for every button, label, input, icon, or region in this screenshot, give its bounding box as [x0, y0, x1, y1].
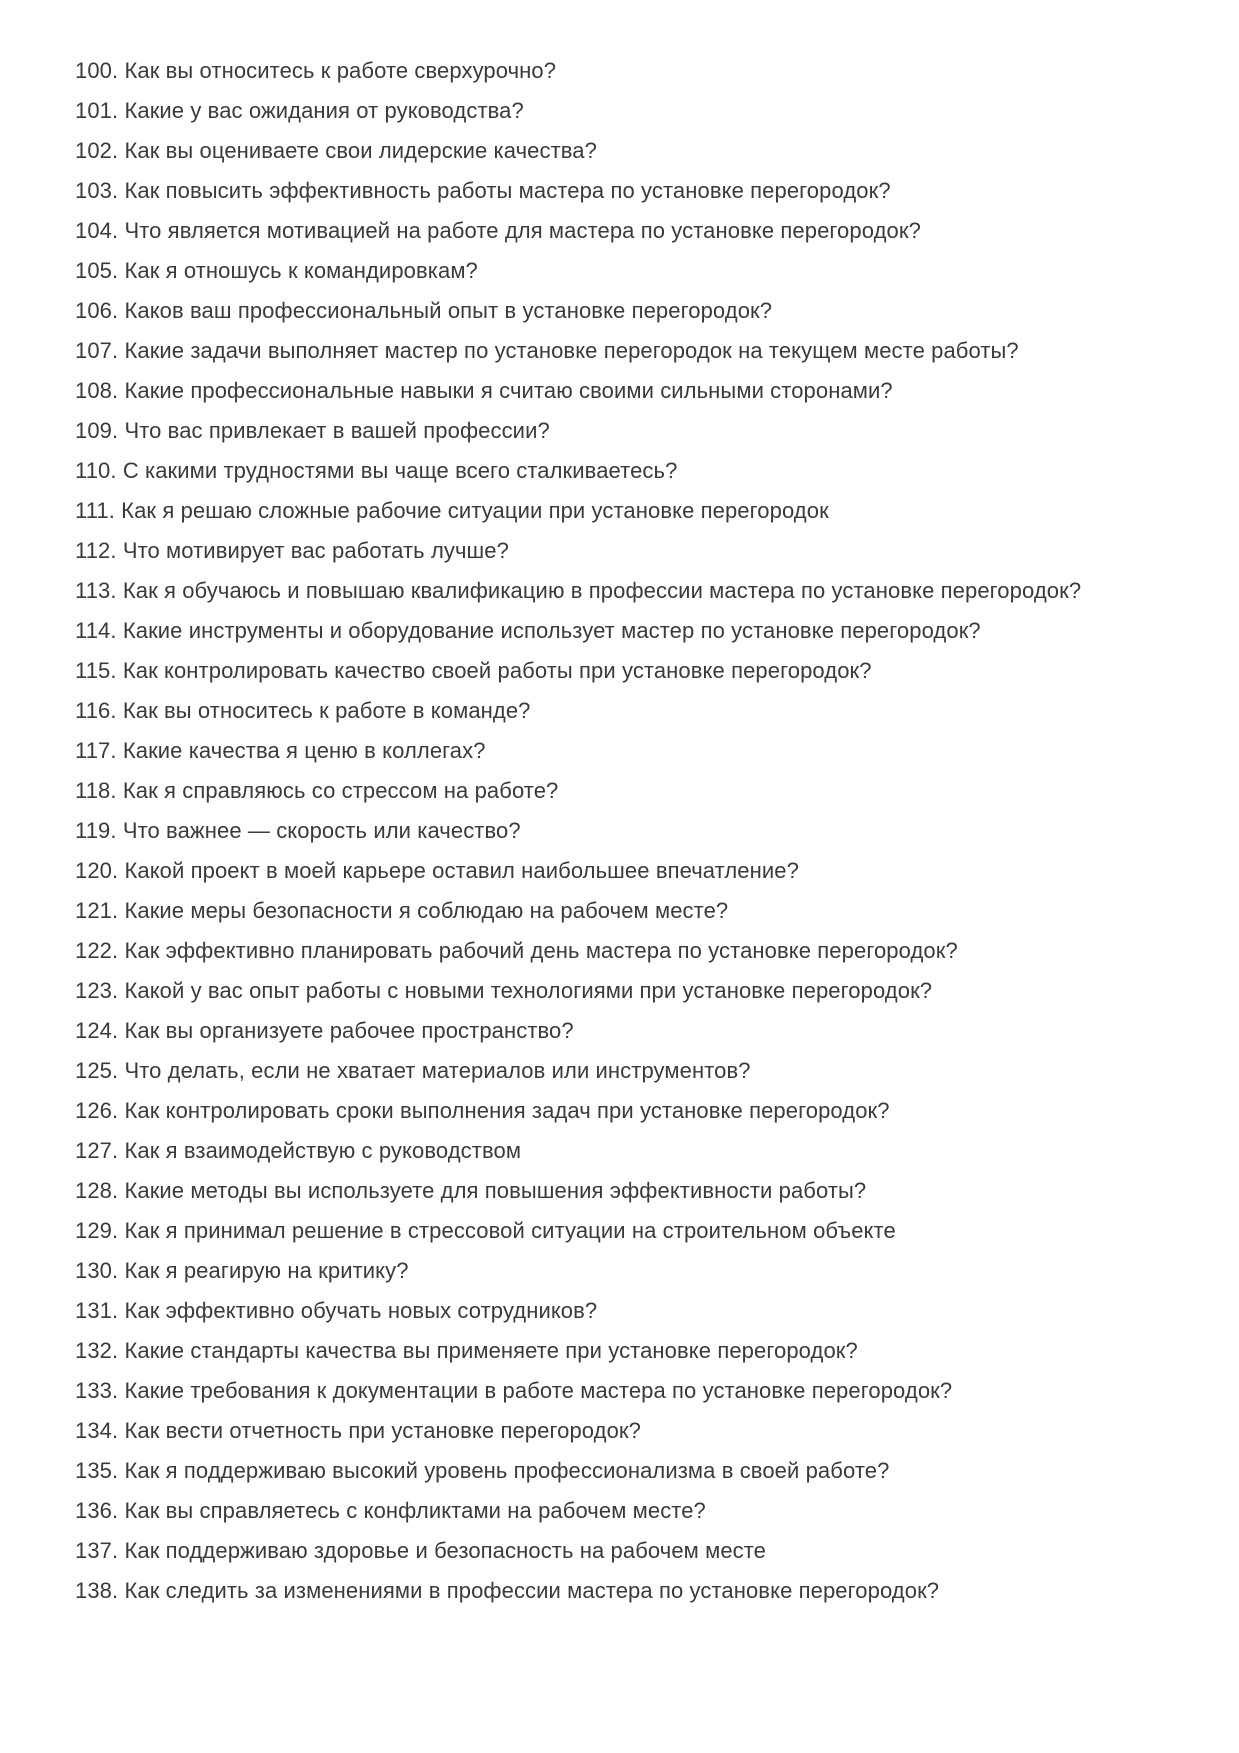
question-item	[75, 1011, 1175, 1051]
question-item	[75, 1251, 1175, 1291]
question-text: Какие меры безопасности я соблюдаю на рабочем месте?	[124, 898, 729, 923]
question-number: 117.	[75, 738, 123, 763]
question-number: 124.	[75, 1018, 125, 1043]
question-item	[75, 1531, 1175, 1571]
question-number: 108.	[75, 378, 125, 403]
question-item	[75, 1371, 1175, 1411]
question-item	[75, 1331, 1175, 1371]
question-number: 107.	[75, 338, 125, 363]
question-number: 121.	[75, 898, 125, 923]
question-number: 126.	[75, 1098, 125, 1123]
question-item	[75, 1491, 1175, 1531]
question-item	[75, 91, 1175, 131]
question-text: Как я принимал решение в стрессовой ситуации на строительном объекте	[124, 1218, 896, 1243]
question-item	[75, 411, 1175, 451]
question-number: 111.	[75, 498, 122, 523]
question-text: С какими трудностями вы чаще всего сталкиваетесь?	[122, 458, 678, 483]
question-item	[75, 611, 1175, 651]
question-item	[75, 1171, 1175, 1211]
question-number: 114.	[75, 618, 123, 643]
question-text: Как вести отчетность при установке перегородок?	[124, 1418, 641, 1443]
question-item	[75, 131, 1175, 171]
question-number: 132.	[75, 1338, 125, 1363]
question-text: Как контролировать качество своей работы при установке перегородок?	[122, 658, 872, 683]
question-text: Какой у вас опыт работы с новыми технологиями при установке перегородок?	[124, 978, 933, 1003]
question-text: Как эффективно обучать новых сотрудников?	[124, 1298, 598, 1323]
question-number: 136.	[75, 1498, 125, 1523]
question-text: Какие профессиональные навыки я считаю своими сильными сторонами?	[124, 378, 893, 403]
question-number: 112.	[75, 538, 123, 563]
question-text: Как вы относитесь к работе сверхурочно?	[124, 58, 557, 83]
question-text: Как контролировать сроки выполнения задач при установке перегородок?	[124, 1098, 890, 1123]
question-list	[75, 51, 1175, 1611]
question-number: 134.	[75, 1418, 125, 1443]
question-number: 109.	[75, 418, 125, 443]
question-number: 118.	[75, 778, 123, 803]
question-item	[75, 571, 1175, 611]
question-number: 116.	[75, 698, 123, 723]
question-number: 122.	[75, 938, 125, 963]
question-text: Как повысить эффективность работы мастера по установке перегородок?	[124, 178, 891, 203]
question-item	[75, 931, 1175, 971]
question-text: Как поддерживаю здоровье и безопасность на рабочем месте	[124, 1538, 767, 1563]
question-number: 115.	[75, 658, 123, 683]
question-number: 110.	[75, 458, 123, 483]
question-item	[75, 1571, 1175, 1611]
question-text: Как эффективно планировать рабочий день мастера по установке перегородок?	[124, 938, 958, 963]
question-text: Как вы справляетесь с конфликтами на рабочем месте?	[124, 1498, 706, 1523]
question-item	[75, 291, 1175, 331]
question-number: 119.	[75, 818, 123, 843]
question-item	[75, 771, 1175, 811]
question-text: Какие стандарты качества вы применяете при установке перегородок?	[124, 1338, 858, 1363]
question-item	[75, 891, 1175, 931]
question-number: 130.	[75, 1258, 125, 1283]
question-text: Как вы оцениваете свои лидерские качества?	[124, 138, 597, 163]
question-text: Как я решаю сложные рабочие ситуации при установке перегородок	[121, 498, 829, 523]
question-item	[75, 731, 1175, 771]
question-item	[75, 691, 1175, 731]
question-item	[75, 251, 1175, 291]
question-number: 102.	[75, 138, 125, 163]
question-number: 125.	[75, 1058, 125, 1083]
question-item	[75, 811, 1175, 851]
question-text: Какие методы вы используете для повышения эффективности работы?	[124, 1178, 867, 1203]
question-item	[75, 531, 1175, 571]
question-text: Что вас привлекает в вашей профессии?	[124, 418, 550, 443]
question-number: 103.	[75, 178, 125, 203]
question-item	[75, 1451, 1175, 1491]
question-item	[75, 651, 1175, 691]
question-number: 138.	[75, 1578, 125, 1603]
question-item	[75, 451, 1175, 491]
question-item	[75, 1131, 1175, 1171]
question-text: Что является мотивацией на работе для мастера по установке перегородок?	[124, 218, 921, 243]
question-number: 104.	[75, 218, 125, 243]
question-item	[75, 371, 1175, 411]
question-text: Как я реагирую на критику?	[124, 1258, 409, 1283]
question-text: Каков ваш профессиональный опыт в установке перегородок?	[124, 298, 773, 323]
question-number: 101.	[75, 98, 125, 123]
question-text: Как я обучаюсь и повышаю квалификацию в профессии мастера по установке перегородок?	[122, 578, 1082, 603]
question-number: 127.	[75, 1138, 125, 1163]
question-item	[75, 211, 1175, 251]
question-text: Как следить за изменениями в профессии мастера по установке перегородок?	[124, 1578, 940, 1603]
question-text: Какие инструменты и оборудование использует мастер по установке перегородок?	[122, 618, 981, 643]
question-number: 128.	[75, 1178, 125, 1203]
question-text: Как я справляюсь со стрессом на работе?	[122, 778, 559, 803]
question-number: 113.	[75, 578, 123, 603]
question-text: Какие задачи выполняет мастер по установке перегородок на текущем месте работы?	[124, 338, 1019, 363]
question-text: Какой проект в моей карьере оставил наибольшее впечатление?	[124, 858, 799, 883]
question-item	[75, 1051, 1175, 1091]
question-item	[75, 971, 1175, 1011]
question-number: 100.	[75, 58, 125, 83]
question-number: 137.	[75, 1538, 125, 1563]
question-item	[75, 1211, 1175, 1251]
question-number: 129.	[75, 1218, 125, 1243]
question-text: Что важнее — скорость или качество?	[122, 818, 521, 843]
question-text: Как я взаимодействую с руководством	[124, 1138, 522, 1163]
question-number: 135.	[75, 1458, 125, 1483]
question-item	[75, 491, 1175, 531]
question-text: Какие качества я ценю в коллегах?	[122, 738, 486, 763]
question-number: 120.	[75, 858, 125, 883]
question-item	[75, 1411, 1175, 1451]
question-item	[75, 851, 1175, 891]
question-text: Какие у вас ожидания от руководства?	[124, 98, 524, 123]
question-item	[75, 1291, 1175, 1331]
question-item	[75, 1091, 1175, 1131]
question-text: Как я отношусь к командировкам?	[124, 258, 478, 283]
question-number: 105.	[75, 258, 125, 283]
question-number: 106.	[75, 298, 125, 323]
question-item	[75, 331, 1175, 371]
question-text: Как я поддерживаю высокий уровень профессионализма в своей работе?	[124, 1458, 890, 1483]
question-text: Что мотивирует вас работать лучше?	[122, 538, 509, 563]
question-item	[75, 171, 1175, 211]
question-item	[75, 51, 1175, 91]
question-text: Какие требования к документации в работе мастера по установке перегородок?	[124, 1378, 953, 1403]
question-number: 133.	[75, 1378, 125, 1403]
question-number: 123.	[75, 978, 125, 1003]
question-number: 131.	[75, 1298, 125, 1323]
question-text: Как вы организуете рабочее пространство?	[124, 1018, 574, 1043]
question-text: Что делать, если не хватает материалов или инструментов?	[124, 1058, 751, 1083]
question-text: Как вы относитесь к работе в команде?	[122, 698, 531, 723]
